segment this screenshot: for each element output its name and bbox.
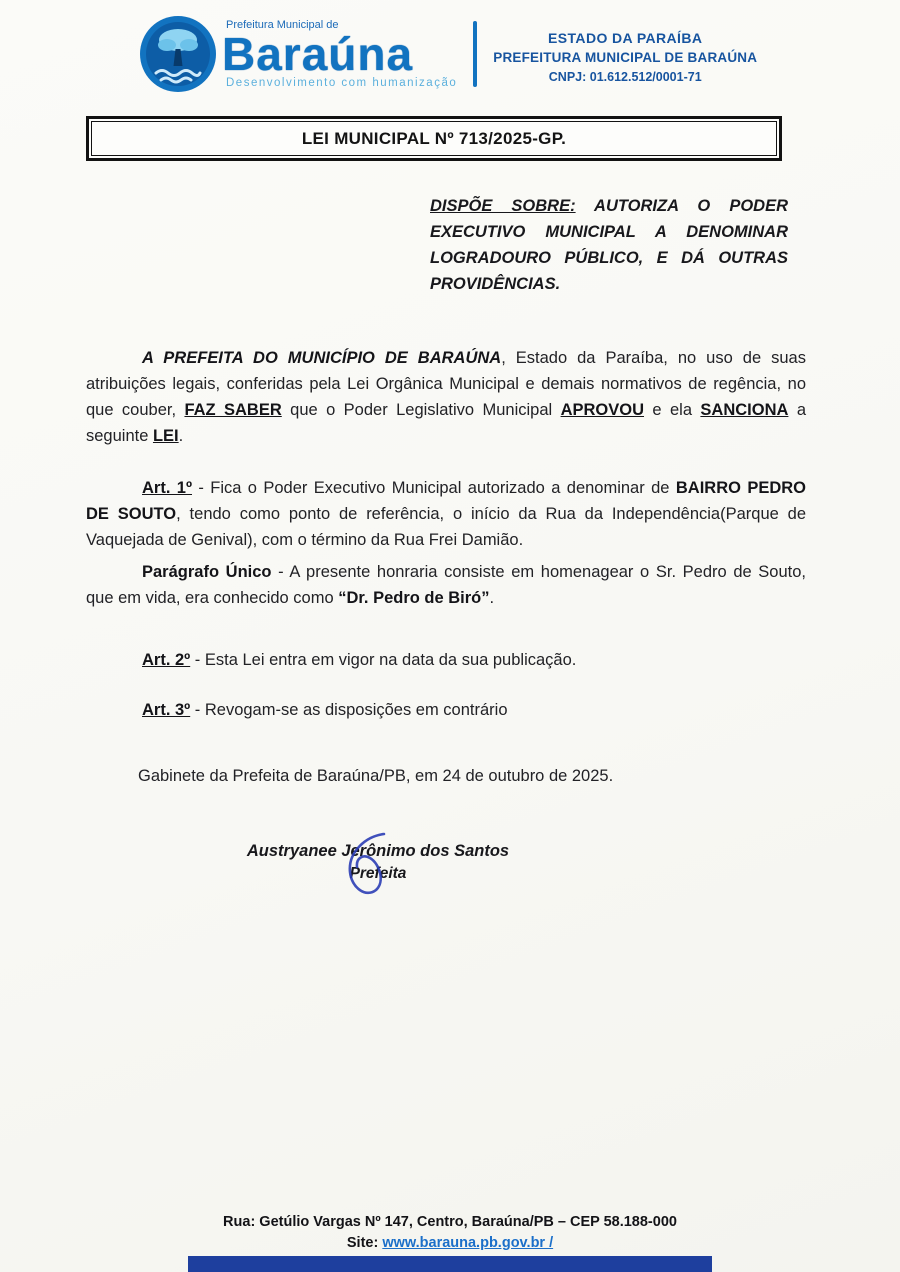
- municipality-logo: [138, 14, 457, 94]
- paragraph-art3: [86, 697, 806, 723]
- signature-block: [218, 842, 538, 883]
- ementa-lead: DISPÕE SOBRE:: [430, 197, 576, 215]
- footer: [0, 1214, 900, 1272]
- document-body: [0, 193, 900, 723]
- preamble-text-4: a seguinte: [86, 401, 806, 445]
- preamble-text-3: e ela: [644, 401, 701, 419]
- footer-blue-bar: [188, 1256, 712, 1272]
- site-url-link[interactable]: www.barauna.pb.gov.br /: [382, 1235, 554, 1251]
- preamble-lead: A PREFEITA DO MUNICÍPIO DE BARAÚNA: [142, 349, 502, 367]
- tree-emblem-icon: [138, 14, 218, 94]
- punico-text-1: - A presente honraria consiste em homenagear o Sr. Pedro de Souto, que em vida, era conhecido como: [86, 563, 806, 607]
- paragraph-preamble: [86, 345, 806, 449]
- preamble-text-1: , Estado da Paraíba, no uso de suas atribuições legais, conferidas pela Lei Orgânica Municipal e demais normativos de regência, no que couber,: [86, 349, 806, 419]
- preamble-text-2: que o Poder Legislativo Municipal: [281, 401, 561, 419]
- art2-label: Art. 2º: [142, 651, 191, 669]
- faz-saber: FAZ SABER: [184, 401, 282, 419]
- art1-text-2: , tendo como ponto de referência, o início da Rua da Independência(Parque de Vaquejada de Genival), com o término da Rua Frei Damião.: [86, 505, 806, 549]
- art3-text: - Revogam-se as disposições em contrário: [190, 701, 508, 719]
- art1-bairro: BAIRRO PEDRO DE SOUTO: [86, 479, 806, 523]
- law-title: LEI MUNICIPAL Nº 713/2025-GP.: [91, 121, 777, 156]
- site-label: Site:: [346, 1235, 379, 1251]
- letterhead: [0, 0, 900, 94]
- signatory-role: Prefeita: [349, 865, 407, 882]
- municipality-line: PREFEITURA MUNICIPAL DE BARAÚNA: [493, 50, 758, 66]
- law-title-box: [86, 116, 782, 161]
- preamble-text-5: .: [178, 427, 184, 445]
- paragraph-art2: [86, 647, 806, 673]
- dateline: Gabinete da Prefeita de Baraúna/PB, em 24 de outubro de 2025.: [138, 767, 614, 785]
- signatory-name: Austryanee Jerônimo dos Santos: [246, 842, 510, 860]
- punico-text-2: .: [489, 589, 495, 607]
- header-divider: [473, 21, 477, 87]
- art2-text: - Esta Lei entra em vigor na data da sua publicação.: [190, 651, 577, 669]
- paragraph-unico: [86, 559, 806, 611]
- art1-text-1: - Fica o Poder Executivo Municipal autorizado a denominar de: [192, 479, 676, 497]
- logo-tagline: Desenvolvimento com humanização: [226, 77, 458, 90]
- paragraph-art1: [86, 475, 806, 553]
- footer-address: Rua: Getúlio Vargas Nº 147, Centro, Baraúna/PB – CEP 58.188-000: [223, 1214, 677, 1230]
- cnpj-line: CNPJ: 01.612.512/0001-71: [548, 69, 702, 84]
- logo-top-line: Prefeitura Municipal de: [226, 19, 339, 32]
- header-identification: [493, 22, 757, 86]
- punico-label: Parágrafo Único: [142, 563, 272, 581]
- aprovou: APROVOU: [560, 401, 645, 419]
- state-line: ESTADO DA PARAÍBA: [548, 30, 703, 46]
- logo-text: [222, 18, 457, 89]
- logo-city-name: Baraúna: [222, 28, 414, 81]
- footer-site-line: [0, 1235, 900, 1251]
- lei: LEI: [152, 427, 179, 445]
- art1-label: Art. 1º: [142, 479, 192, 497]
- punico-apelido: “Dr. Pedro de Biró”: [338, 589, 490, 607]
- ementa-text: AUTORIZA O PODER EXECUTIVO MUNICIPAL A DENOMINAR LOGRADOURO PÚBLICO, E DÁ OUTRAS PROVIDÊNCIAS.: [430, 197, 789, 293]
- art3-label: Art. 3º: [142, 701, 191, 719]
- sanciona: SANCIONA: [700, 401, 789, 419]
- ementa: [430, 193, 788, 297]
